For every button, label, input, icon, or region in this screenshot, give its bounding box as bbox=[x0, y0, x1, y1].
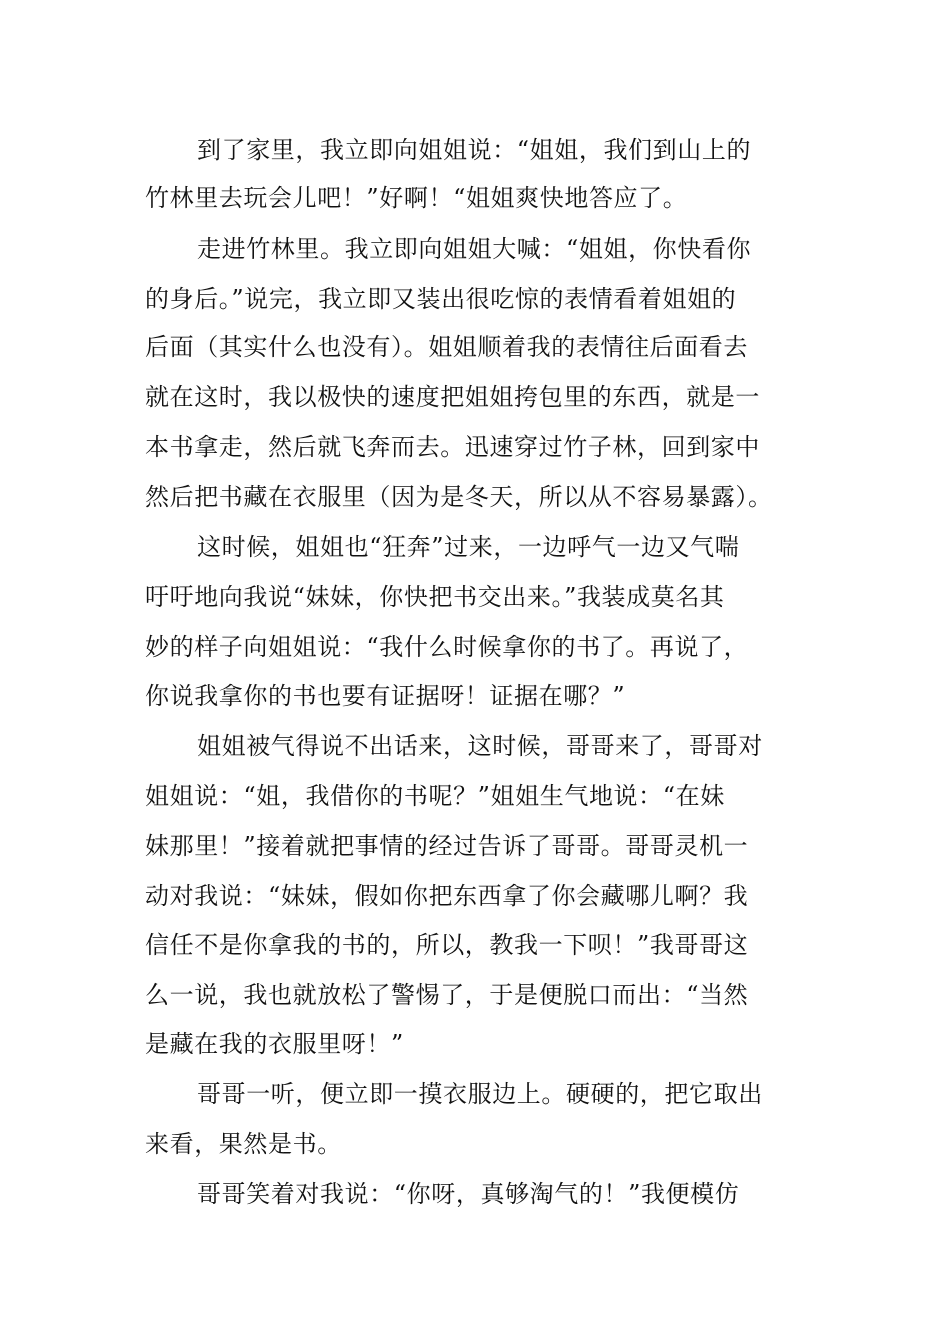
text-line: 到了家里，我立即向姐姐说：“姐姐，我们到山上的 bbox=[197, 136, 752, 164]
text-line: 姐姐被气得说不出话来，这时候，哥哥来了，哥哥对 bbox=[197, 732, 763, 760]
text-line: 姐姐说：“姐，我借你的书呢？”姐姐生气地说：“在妹 bbox=[145, 782, 725, 810]
text-line: 么一说，我也就放松了警惕了，于是便脱口而出：“当然 bbox=[145, 981, 749, 1009]
text-line: 信任不是你拿我的书的，所以，教我一下呗！”我哥哥这 bbox=[145, 931, 749, 959]
text-line: 吁吁地向我说“妹妹，你快把书交出来。”我装成莫名其 bbox=[145, 583, 725, 611]
text-line: 哥哥笑着对我说：“你呀，真够淘气的！”我便模仿 bbox=[197, 1180, 740, 1208]
text-line: 这时候，姐姐也“狂奔”过来，一边呼气一边又气喘 bbox=[197, 533, 740, 561]
text-line: 动对我说：“妹妹，假如你把东西拿了你会藏哪儿啊？我 bbox=[145, 882, 749, 910]
text-line: 走进竹林里。我立即向姐姐大喊：“姐姐，你快看你 bbox=[197, 235, 752, 263]
text-line: 后面（其实什么也没有）。姐姐顺着我的表情往后面看去 bbox=[145, 333, 748, 361]
text-line: 来看，果然是书。 bbox=[145, 1130, 342, 1158]
text-line: 本书拿走，然后就飞奔而去。迅速穿过竹子林，回到家中 bbox=[145, 433, 760, 461]
text-line: 就在这时，我以极快的速度把姐姐挎包里的东西，就是一 bbox=[145, 383, 760, 411]
text-line: 你说我拿你的书也要有证据呀！证据在哪？” bbox=[145, 682, 626, 710]
text-line: 哥哥一听，便立即一摸衣服边上。硬硬的，把它取出 bbox=[197, 1080, 763, 1108]
text-line: 是藏在我的衣服里呀！” bbox=[145, 1030, 404, 1058]
text-line: 的身后。”说完，我立即又装出很吃惊的表情看着姐姐的 bbox=[145, 285, 737, 313]
text-line: 妙的样子向姐姐说：“我什么时候拿你的书了。再说了， bbox=[145, 633, 749, 661]
text-line: 竹林里去玩会儿吧！”好啊！“姐姐爽快地答应了。 bbox=[145, 184, 688, 212]
text-line: 妹那里！”接着就把事情的经过告诉了哥哥。哥哥灵机一 bbox=[145, 832, 749, 860]
text-line: 然后把书藏在衣服里（因为是冬天，所以从不容易暴露）。 bbox=[145, 483, 773, 511]
